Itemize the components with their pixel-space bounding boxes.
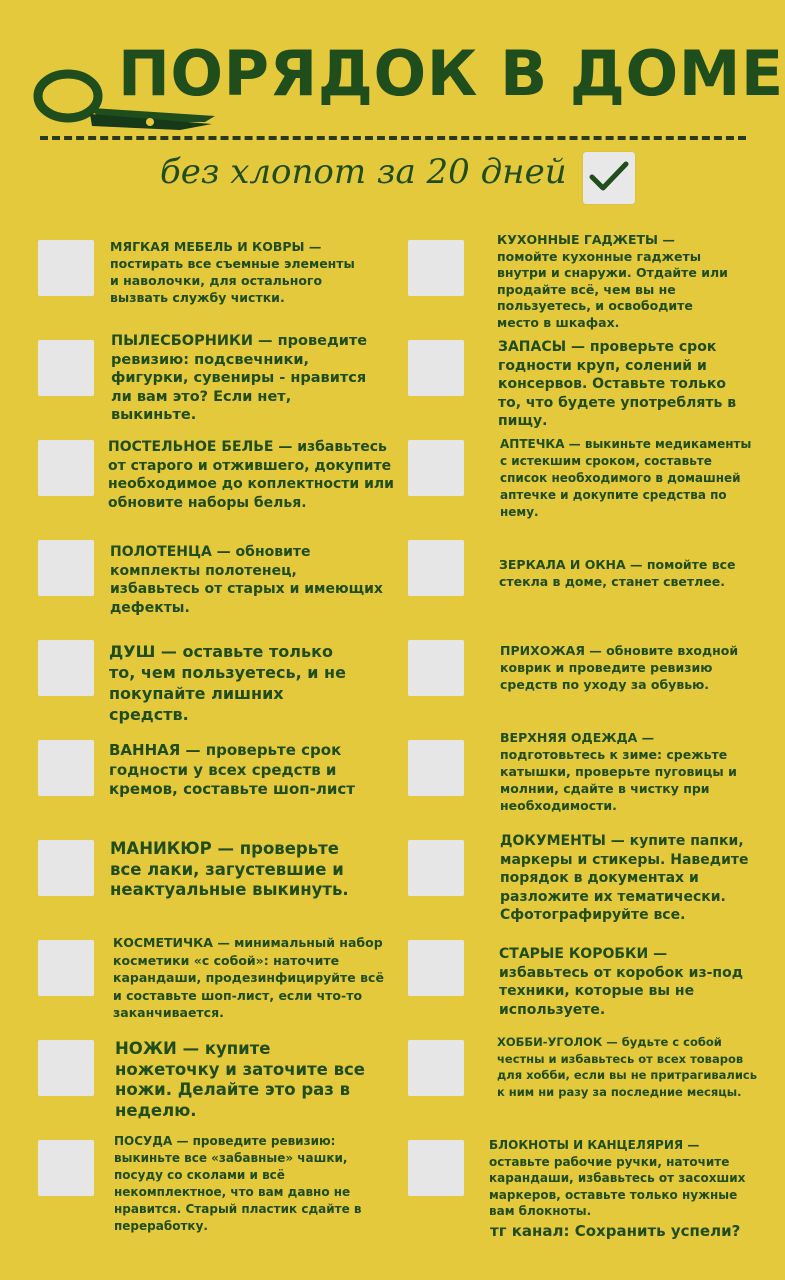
item-left-9: НОЖИ — купите ножеточку и заточите все ножи. Делайте это раз в неделю. [115, 1039, 365, 1120]
item-left-10: ПОСУДА — проведите ревизию: выкиньте все «забавные» чашки, посуду со сколами и всё некомплектное, что вам давно не нравится. Старый пластик сдайте в переработку. [114, 1134, 362, 1233]
checkbox-left-7[interactable] [38, 840, 94, 896]
item-right-8: СТАРЫЕ КОРОБКИ — избавьтесь от коробок из-под техники, которые вы не используете. [499, 946, 744, 1018]
item-right-3: АПТЕЧКА — выкиньте медикаменты с истекшим сроком, составьте список необходимого в домашней аптечке и докупите средства по нему. [500, 437, 752, 519]
subtitle: без хлопот за 20 дней [160, 152, 567, 192]
checkbox-right-5[interactable] [408, 640, 464, 696]
item-left-6: ВАННАЯ — проверьте срок годности у всех средств и кремов, составьте шоп-лист [109, 741, 355, 798]
checkbox-left-3[interactable] [38, 440, 94, 496]
item-left-5: ДУШ — оставьте только то, чем пользуетесь, и не покупайте лишних средств. [109, 642, 346, 724]
item-left-8: КОСМЕТИЧКА — минимальный набор косметики «с собой»: наточите карандаши, продезинфицируйте всё и составьте шоп-лист, если что-то заканчивается. [113, 935, 384, 1020]
checkbox-left-4[interactable] [38, 540, 94, 596]
checkbox-right-10[interactable] [408, 1140, 464, 1196]
item-right-2: ЗАПАСЫ — проверьте срок годности круп, солений и консервов. Оставьте только то, что будете употреблять в пищу. [498, 339, 737, 429]
checkbox-right-8[interactable] [408, 940, 464, 996]
checkbox-left-6[interactable] [38, 740, 94, 796]
item-right-5: ПРИХОЖАЯ — обновите входной коврик и проведите ревизию средств по уходу за обувью. [500, 643, 739, 692]
checkbox-left-2[interactable] [38, 340, 94, 396]
item-left-3: ПОСТЕЛЬНОЕ БЕЛЬЕ — избавьтесь от старого и отжившего, докупите необходимое до коплектности или обновите наборы белья. [108, 439, 394, 511]
checkbox-right-6[interactable] [408, 740, 464, 796]
dashed-divider [40, 136, 746, 140]
checkbox-right-3[interactable] [408, 440, 464, 496]
checkbox-right-4[interactable] [408, 540, 464, 596]
checkbox-left-1[interactable] [38, 240, 94, 296]
checkbox-right-7[interactable] [408, 840, 464, 896]
checkbox-right-2[interactable] [408, 340, 464, 396]
item-left-2: ПЫЛЕСБОРНИКИ — проведите ревизию: подсвечники, фигурки, сувениры - нравится ли вам это? Если нет, выкиньте. [111, 333, 368, 423]
checkbox-left-9[interactable] [38, 1040, 94, 1096]
item-left-4: ПОЛОТЕНЦА — обновите комплекты полотенец, избавьтесь от старых и имеющих дефекты. [110, 544, 383, 616]
checkmark-icon [589, 160, 629, 194]
checkbox-left-10[interactable] [38, 1140, 94, 1196]
item-right-6: ВЕРХНЯЯ ОДЕЖДА — подготовьтесь к зиме: срежьте катышки, проверьте пуговицы и молнии, сдайте в чистку при необходимости. [500, 730, 737, 813]
item-right-4: ЗЕРКАЛА И ОКНА — помойте все стекла в доме, станет светлее. [499, 557, 736, 589]
title-checkbox [583, 152, 635, 204]
item-left-7: МАНИКЮР — проверьте все лаки, загустевшие и неактуальные выкинуть. [110, 839, 349, 899]
footer-channel-text: тг канал: Сохранить успели? [490, 1222, 741, 1240]
checkbox-left-5[interactable] [38, 640, 94, 696]
item-left-1: МЯГКАЯ МЕБЕЛЬ И КОВРЫ — постирать все съемные элементы и наволочки, для остального вызвать службу чистки. [110, 239, 355, 305]
checkbox-left-8[interactable] [38, 940, 94, 996]
checkbox-right-9[interactable] [408, 1040, 464, 1096]
page-title: ПОРЯДОК В ДОМЕ [118, 37, 784, 110]
item-right-10: БЛОКНОТЫ И КАНЦЕЛЯРИЯ — оставьте рабочие ручки, наточите карандаши, избавьтесь от засохших маркеров, оставьте только нужные вам блокноты. [489, 1138, 746, 1218]
item-right-1: КУХОННЫЕ ГАДЖЕТЫ — помойте кухонные гаджеты внутри и снаружи. Отдайте или продайте всё, чем вы не пользуетесь, и освободите место в шкафах. [497, 232, 728, 330]
checkbox-right-1[interactable] [408, 240, 464, 296]
item-right-7: ДОКУМЕНТЫ — купите папки, маркеры и стикеры. Наведите порядок в документах и разложите их тематически. Сфотографируйте все. [500, 833, 749, 923]
item-right-9: ХОББИ-УГОЛОК — будьте с собой честны и избавьтесь от всех товаров для хобби, если вы не притрагивались к ним ни разу за последние месяцы. [497, 1035, 758, 1099]
